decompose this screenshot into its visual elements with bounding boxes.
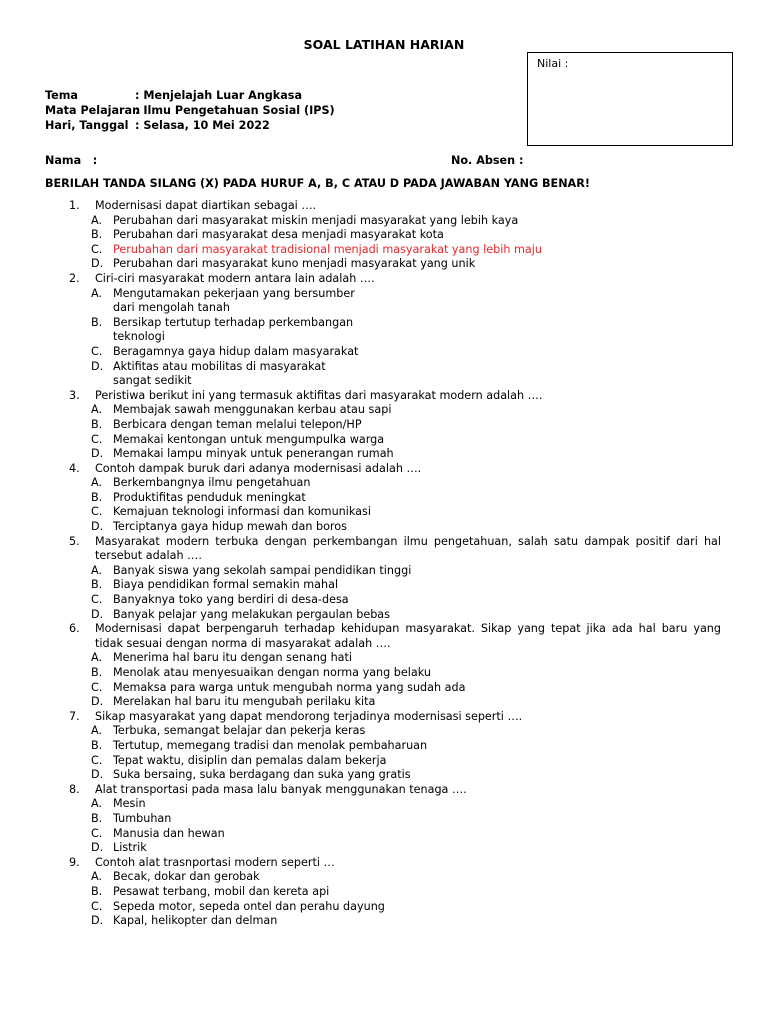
option-text: Berkembangnya ilmu pengetahuan xyxy=(113,476,311,490)
answer-option[interactable] xyxy=(91,841,721,856)
question-number: 2. xyxy=(69,271,80,285)
option-letter: C. xyxy=(91,242,103,256)
answer-options xyxy=(91,476,721,534)
question-item xyxy=(69,710,721,783)
option-letter: A. xyxy=(91,213,103,227)
option-letter: D. xyxy=(91,257,104,271)
option-letter: D. xyxy=(91,447,104,461)
answer-option[interactable] xyxy=(91,316,721,345)
answer-option[interactable] xyxy=(91,695,721,710)
answer-option[interactable] xyxy=(91,870,721,885)
meta-row-subject xyxy=(45,104,335,119)
question-item xyxy=(69,535,721,623)
answer-options xyxy=(91,724,721,782)
answer-option[interactable] xyxy=(91,228,721,243)
answer-option[interactable] xyxy=(91,768,721,783)
question-text: Ciri-ciri masyarakat modern antara lain adalah …. xyxy=(95,271,375,285)
option-text: Sepeda motor, sepeda ontel dan perahu dayung xyxy=(113,899,385,913)
question-text: Modernisasi dapat diartikan sebagai …. xyxy=(95,199,317,212)
score-box xyxy=(527,52,733,146)
question-text: Masyarakat modern terbuka dengan perkembangan ilmu pengetahuan, salah satu dampak positif dari hal tersebut adalah …. xyxy=(95,534,721,563)
option-text: Mesin xyxy=(113,797,146,811)
option-letter: C. xyxy=(91,753,103,767)
option-letter: D. xyxy=(91,841,104,855)
option-letter: A. xyxy=(91,563,103,577)
question-number: 5. xyxy=(69,534,80,548)
meta-key: Tema xyxy=(45,89,78,102)
option-letter: A. xyxy=(91,870,103,884)
answer-option[interactable] xyxy=(91,360,721,389)
option-text: Tertutup, memegang tradisi dan menolak pembaharuan xyxy=(113,738,428,752)
page-title: SOAL LATIHAN HARIAN xyxy=(303,37,465,52)
answer-option[interactable] xyxy=(91,433,721,448)
answer-option[interactable] xyxy=(91,666,721,681)
answer-option[interactable] xyxy=(91,564,721,579)
option-letter: B. xyxy=(91,315,103,329)
option-text: Memaksa para warga untuk mengubah norma yang sudah ada xyxy=(113,680,466,694)
option-text: Terciptanya gaya hidup mewah dan boros xyxy=(113,520,347,534)
question-number: 4. xyxy=(69,461,80,475)
meta-info xyxy=(45,89,335,134)
answer-option[interactable] xyxy=(91,608,721,623)
answer-options xyxy=(91,651,721,709)
option-text: Terbuka, semangat belajar dan pekerja keras xyxy=(113,724,366,738)
option-letter: C. xyxy=(91,826,103,840)
option-letter: C. xyxy=(91,593,103,607)
answer-option[interactable] xyxy=(91,827,721,842)
answer-option[interactable] xyxy=(91,681,721,696)
option-text: Berbicara dengan teman melalui telepon/HP xyxy=(113,417,362,431)
option-text: Perubahan dari masyarakat miskin menjadi masyarakat yang lebih kaya xyxy=(113,213,519,227)
option-text: Perubahan dari masyarakat tradisional menjadi masyarakat yang lebih maju xyxy=(113,242,542,256)
option-text: Menolak atau menyesuaikan dengan norma yang belaku xyxy=(113,666,431,679)
question-text: Contoh alat trasnportasi modern seperti … xyxy=(95,855,335,869)
answer-option[interactable] xyxy=(91,724,721,739)
option-letter: B. xyxy=(91,490,103,504)
option-text: Merelakan hal baru itu mengubah perilaku kita xyxy=(113,695,376,709)
option-letter: B. xyxy=(91,738,103,752)
question-text: Peristiwa berikut ini yang termasuk aktifitas dari masyarakat modern adalah …. xyxy=(95,388,543,402)
option-letter: C. xyxy=(91,899,103,913)
question-number: 3. xyxy=(69,388,80,402)
question-item xyxy=(69,622,721,710)
option-letter: B. xyxy=(91,666,103,679)
question-list xyxy=(69,199,721,929)
answer-option[interactable] xyxy=(91,287,721,316)
option-text: Pesawat terbang, mobil dan kereta api xyxy=(113,884,330,898)
option-text: Memakai kentongan untuk mengumpulka warga xyxy=(113,432,385,446)
absen-label: No. Absen : xyxy=(451,154,524,167)
question-number: 6. xyxy=(69,622,80,636)
option-letter: C. xyxy=(91,505,103,519)
option-letter: B. xyxy=(91,884,103,898)
answer-option[interactable] xyxy=(91,418,721,433)
meta-row-tema xyxy=(45,89,335,104)
option-text: Biaya pendidikan formal semakin mahal xyxy=(113,578,339,592)
option-text: Mengutamakan pekerjaan yang bersumber dari mengolah tanah xyxy=(113,286,355,315)
answer-option[interactable] xyxy=(91,900,721,915)
option-text: Membajak sawah menggunakan kerbau atau sapi xyxy=(113,403,392,417)
option-text: Becak, dokar dan gerobak xyxy=(113,870,260,884)
answer-option[interactable] xyxy=(91,812,721,827)
meta-value: : Selasa, 10 Mei 2022 xyxy=(135,119,270,132)
answer-option[interactable] xyxy=(91,914,721,929)
question-text: Alat transportasi pada masa lalu banyak menggunakan tenaga …. xyxy=(95,782,467,796)
option-text: Listrik xyxy=(113,841,147,855)
answer-options xyxy=(91,797,721,855)
option-letter: D. xyxy=(91,768,104,782)
option-letter: B. xyxy=(91,578,103,592)
meta-key: Mata Pelajaran xyxy=(45,104,141,117)
question-number: 7. xyxy=(69,709,80,723)
instruction-text: BERILAH TANDA SILANG (X) PADA HURUF A, B, C ATAU D PADA JAWABAN YANG BENAR! xyxy=(45,177,590,190)
answer-option[interactable] xyxy=(91,476,721,491)
answer-option[interactable] xyxy=(91,885,721,900)
option-text: Kemajuan teknologi informasi dan komunikasi xyxy=(113,505,371,519)
option-text: Perubahan dari masyarakat kuno menjadi masyarakat yang unik xyxy=(113,257,476,271)
answer-options xyxy=(91,870,721,928)
meta-value: : Ilmu Pengetahuan Sosial (IPS) xyxy=(135,104,335,117)
question-text: Sikap masyarakat yang dapat mendorong terjadinya modernisasi seperti …. xyxy=(95,709,523,723)
answer-option[interactable] xyxy=(91,491,721,506)
option-text: Produktifitas penduduk meningkat xyxy=(113,490,306,504)
answer-option[interactable] xyxy=(91,447,721,462)
question-text: Modernisasi dapat berpengaruh terhadap kehidupan masyarakat. Sikap yang tepat jika ada hal baru yang tidak sesuai dengan norma di masyarakat adalah …. xyxy=(95,622,721,650)
question-item xyxy=(69,856,721,929)
option-letter: A. xyxy=(91,651,103,665)
option-letter: D. xyxy=(91,695,104,709)
option-letter: D. xyxy=(91,520,104,534)
name-label: Nama : xyxy=(45,154,98,167)
option-letter: B. xyxy=(91,811,103,825)
option-text: Tumbuhan xyxy=(113,811,172,825)
answer-option[interactable] xyxy=(91,214,721,229)
option-text: Beragamnya gaya hidup dalam masyarakat xyxy=(113,344,359,358)
option-text: Banyak pelajar yang melakukan pergaulan bebas xyxy=(113,607,390,621)
option-letter: B. xyxy=(91,417,103,431)
option-text: Bersikap tertutup terhadap perkembangan teknologi xyxy=(113,315,354,344)
answer-option[interactable] xyxy=(91,257,721,272)
option-text: Memakai lampu minyak untuk penerangan rumah xyxy=(113,447,394,461)
answer-options xyxy=(91,564,721,622)
answer-option[interactable] xyxy=(91,505,721,520)
question-text: Contoh dampak buruk dari adanya modernisasi adalah …. xyxy=(95,461,422,475)
option-text: Menerima hal baru itu dengan senang hati xyxy=(113,651,353,665)
option-text: Tepat waktu, disiplin dan pemalas dalam bekerja xyxy=(113,753,387,767)
option-letter: B. xyxy=(91,228,103,242)
option-letter: C. xyxy=(91,680,103,694)
answer-option[interactable] xyxy=(91,754,721,769)
answer-option[interactable] xyxy=(91,243,721,258)
option-text: Banyaknya toko yang berdiri di desa-desa xyxy=(113,593,349,607)
answer-option[interactable] xyxy=(91,739,721,754)
option-letter: A. xyxy=(91,797,103,811)
answer-options xyxy=(91,287,721,389)
meta-key: Hari, Tanggal xyxy=(45,119,129,132)
option-letter: A. xyxy=(91,403,103,417)
option-letter: C. xyxy=(91,344,103,358)
option-text: Kapal, helikopter dan delman xyxy=(113,914,278,928)
question-item xyxy=(69,199,721,272)
answer-option[interactable] xyxy=(91,520,721,535)
answer-option[interactable] xyxy=(91,593,721,608)
meta-row-date xyxy=(45,119,335,134)
option-letter: D. xyxy=(91,607,104,621)
answer-option[interactable] xyxy=(91,651,721,666)
option-letter: D. xyxy=(91,914,104,928)
question-item xyxy=(69,389,721,462)
option-text: Aktifitas atau mobilitas di masyarakat sangat sedikit xyxy=(113,359,326,388)
option-text: Manusia dan hewan xyxy=(113,826,225,840)
answer-options xyxy=(91,403,721,461)
option-text: Suka bersaing, suka berdagang dan suka yang gratis xyxy=(113,768,411,782)
option-text: Banyak siswa yang sekolah sampai pendidikan tinggi xyxy=(113,563,412,577)
question-number: 8. xyxy=(69,782,80,796)
option-letter: A. xyxy=(91,286,103,300)
score-label: Nilai : xyxy=(537,57,569,70)
question-item xyxy=(69,272,721,389)
meta-value: : Menjelajah Luar Angkasa xyxy=(135,89,302,102)
option-letter: A. xyxy=(91,476,103,490)
option-text: Perubahan dari masyarakat desa menjadi masyarakat kota xyxy=(113,228,444,242)
option-letter: C. xyxy=(91,432,103,446)
answer-option[interactable] xyxy=(91,797,721,812)
student-identity-row xyxy=(45,154,735,169)
answer-option[interactable] xyxy=(91,403,721,418)
answer-option[interactable] xyxy=(91,345,721,360)
answer-option[interactable] xyxy=(91,578,721,593)
question-item xyxy=(69,462,721,535)
option-letter: D. xyxy=(91,359,104,373)
option-letter: A. xyxy=(91,724,103,738)
answer-options xyxy=(91,214,721,272)
question-item xyxy=(69,783,721,856)
question-number: 1. xyxy=(69,199,80,212)
question-number: 9. xyxy=(69,855,80,869)
